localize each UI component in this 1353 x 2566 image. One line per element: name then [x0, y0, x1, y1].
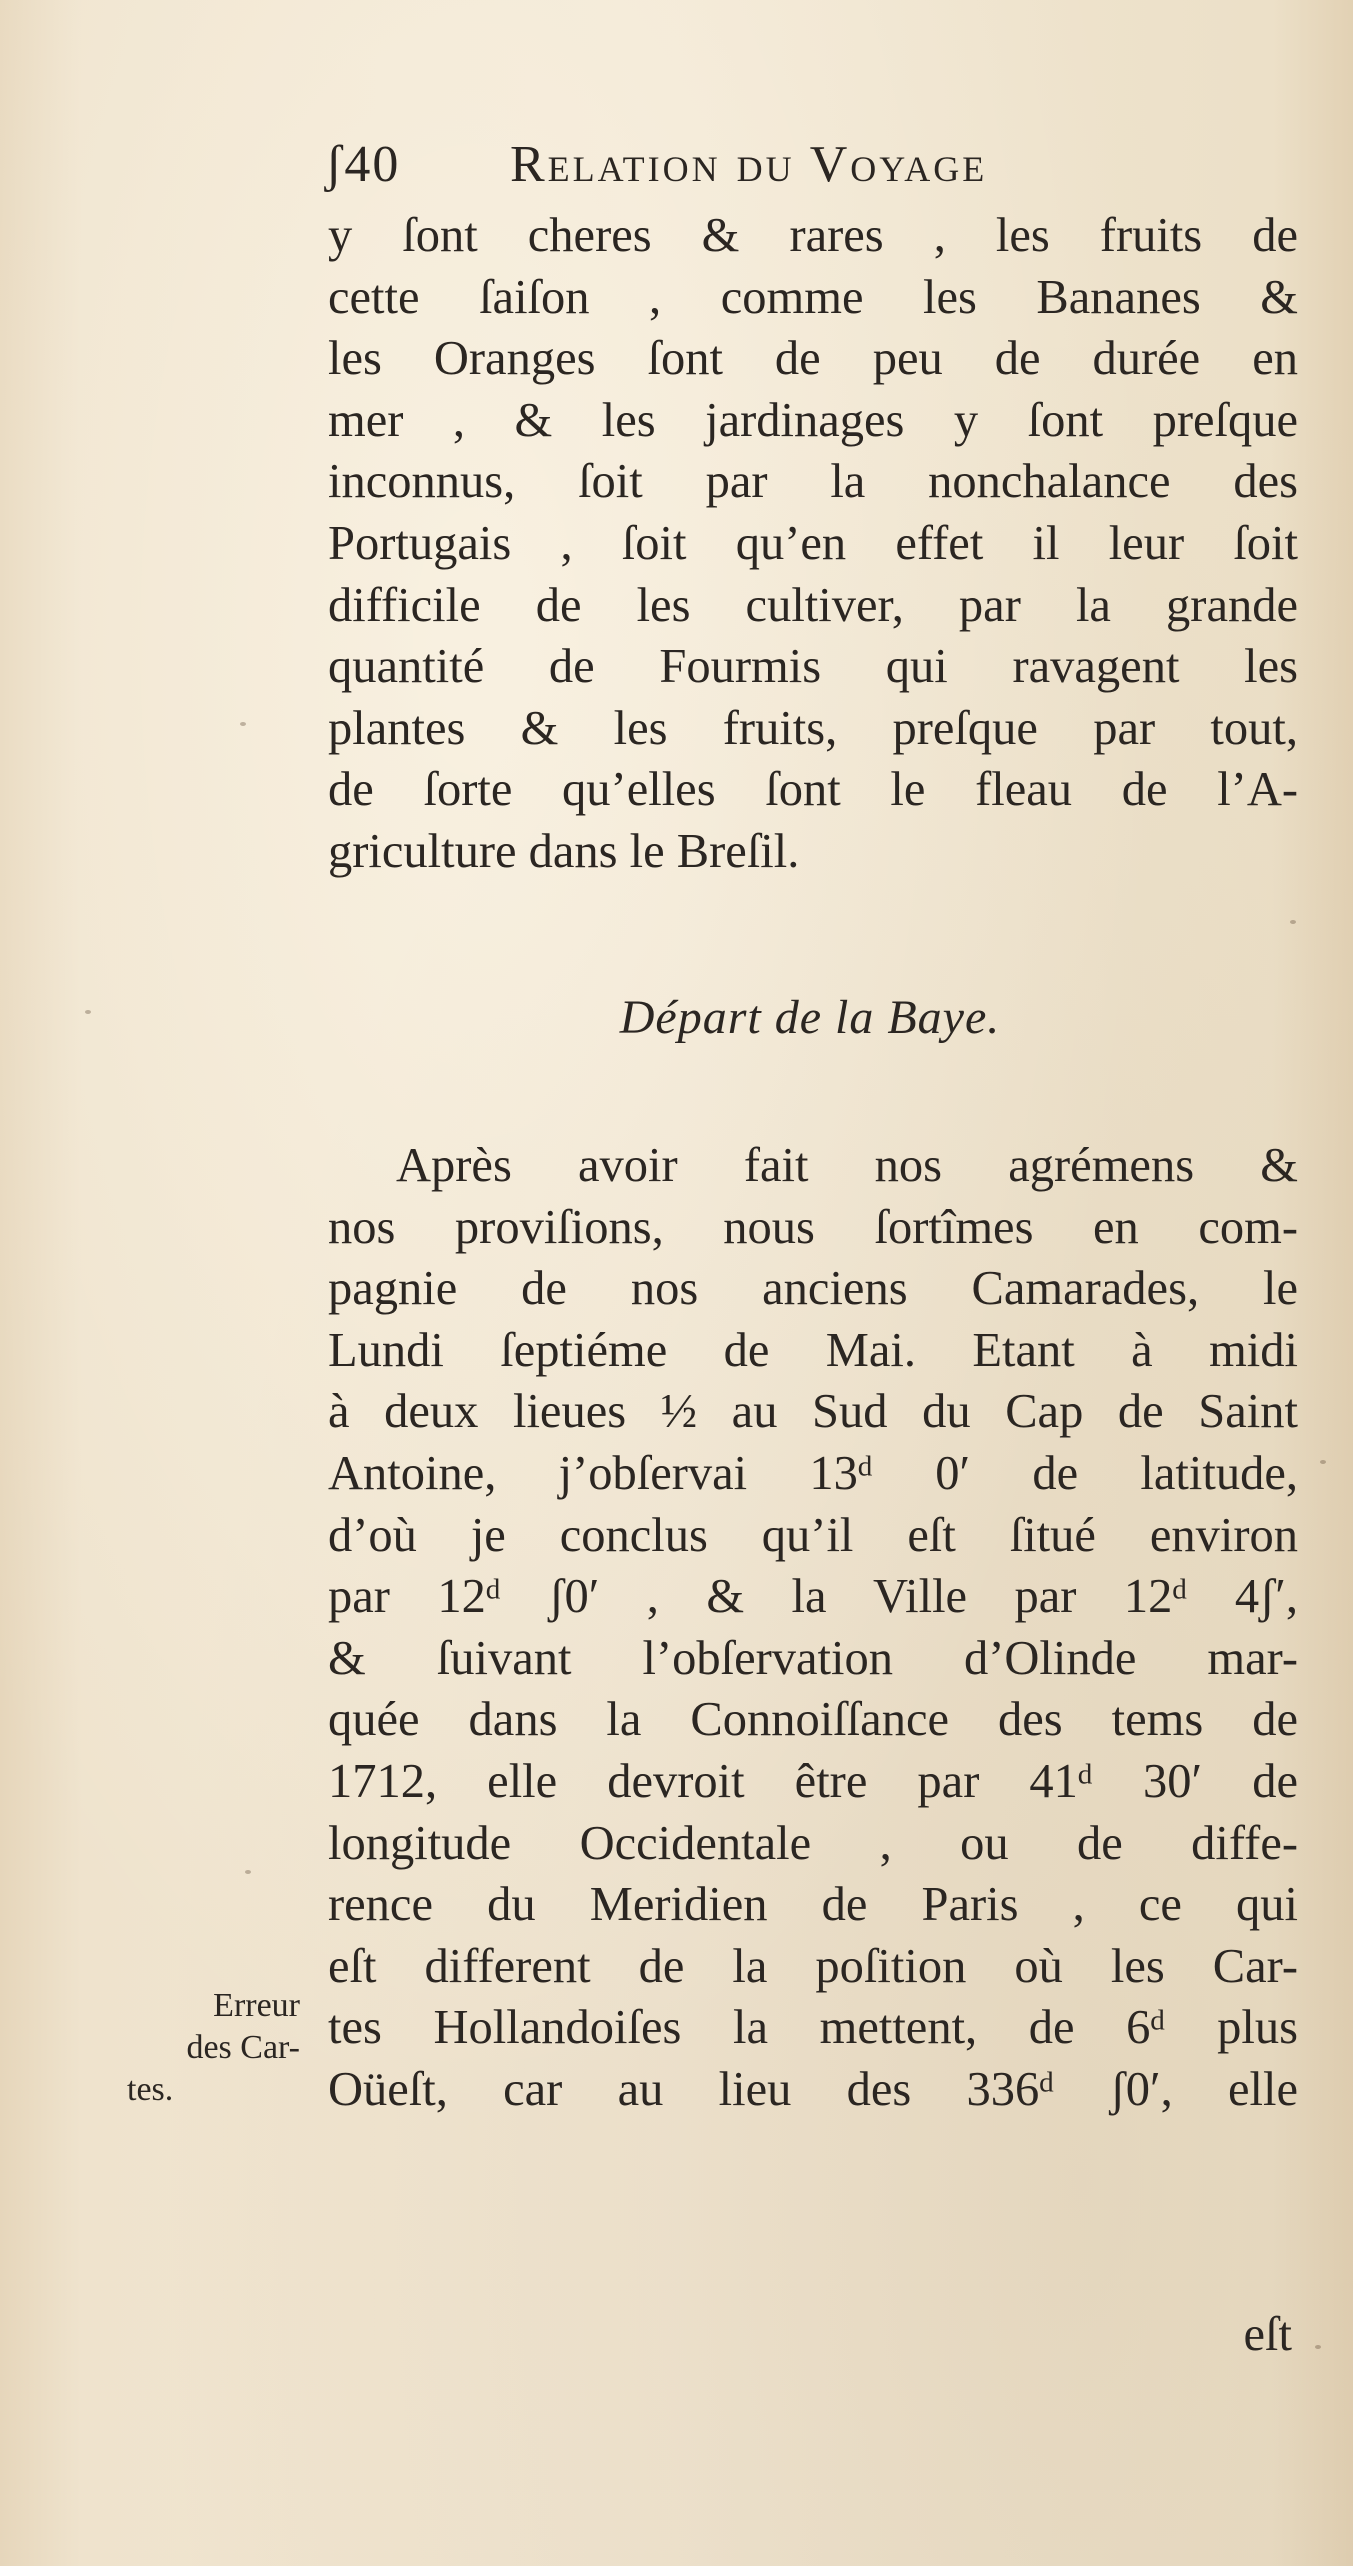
- text-line: pagnie de nos anciens Camarades, le: [328, 1262, 1298, 1316]
- text-line: mer , & les jardinages y ſont preſque: [328, 393, 1298, 447]
- text-line: Antoine, j’obſervai 13ᵈ 0′ de latitude,: [328, 1446, 1298, 1500]
- page-number: ʃ40: [325, 136, 401, 193]
- text-line: Lundi ſeptiéme de Mai. Etant à midi: [328, 1323, 1298, 1377]
- text-line: plantes & les fruits, preſque par tout,: [328, 701, 1298, 755]
- text-line: par 12ᵈ ʃ0′ , & la Ville par 12ᵈ 4ʃ′,: [328, 1570, 1298, 1624]
- text-line: Après avoir fait nos agrémens &: [396, 1139, 1298, 1192]
- paper-speck: [85, 1010, 91, 1014]
- text-line: 1712, elle devroit être par 41ᵈ 30′ de: [328, 1754, 1298, 1808]
- text-line: griculture dans le Breſil.: [328, 824, 800, 878]
- text-line: & ſuivant l’obſervation d’Olinde mar-: [328, 1631, 1298, 1685]
- running-header: [325, 135, 1205, 205]
- paragraph-2: [328, 1135, 1298, 2121]
- paper-speck: [1320, 1460, 1326, 1464]
- text-line: nos proviſions, nous ſortîmes en com-: [328, 1200, 1298, 1254]
- text-line: rence du Meridien de Paris , ce qui: [328, 1878, 1298, 1932]
- text-line: Oüeſt, car au lieu des 336ᵈ ʃ0′, elle: [328, 2062, 1298, 2116]
- text-line: à deux lieues ½ au Sud du Cap de Saint: [328, 1385, 1298, 1439]
- paper-speck: [1315, 2345, 1321, 2349]
- section-heading: Départ de la Baye.: [619, 991, 1001, 1044]
- paper-speck: [245, 1870, 251, 1874]
- text-line: d’où je conclus qu’il eſt ſitué environ: [328, 1508, 1298, 1562]
- paragraph-1: [328, 205, 1298, 883]
- text-line: eſt different de la poſition où les Car-: [328, 1939, 1298, 1993]
- text-line: cette ſaiſon , comme les Bananes &: [328, 270, 1298, 324]
- text-line: de ſorte qu’elles ſont le fleau de l’A-: [328, 763, 1298, 817]
- text-line: les Oranges ſont de peu de durée en: [328, 332, 1298, 386]
- running-title: Relation du Voyage: [510, 136, 988, 193]
- paper-speck: [240, 722, 246, 726]
- margin-note: [120, 1985, 300, 2111]
- margin-note-line: Erreur: [213, 1987, 300, 2024]
- text-line: inconnus, ſoit par la nonchalance des: [328, 455, 1298, 509]
- text-line: quantité de Fourmis qui ravagent les: [328, 640, 1298, 694]
- text-line: y ſont cheres & rares , les fruits de: [328, 209, 1298, 262]
- text-line: difficile de les cultiver, par la grande: [328, 578, 1298, 632]
- text-line: Portugais , ſoit qu’en effet il leur ſoit: [328, 516, 1298, 570]
- margin-note-line: tes.: [127, 2071, 174, 2108]
- text-line: quée dans la Connoiſſance des tems de: [328, 1693, 1298, 1747]
- text-line: longitude Occidentale , ou de diffe-: [328, 1816, 1298, 1870]
- catchword: eſt: [1243, 2308, 1292, 2361]
- text-line: tes Hollandoiſes la mettent, de 6ᵈ plus: [328, 2001, 1298, 2055]
- margin-note-line: des Car-: [186, 2029, 300, 2066]
- paper-speck: [1290, 920, 1296, 924]
